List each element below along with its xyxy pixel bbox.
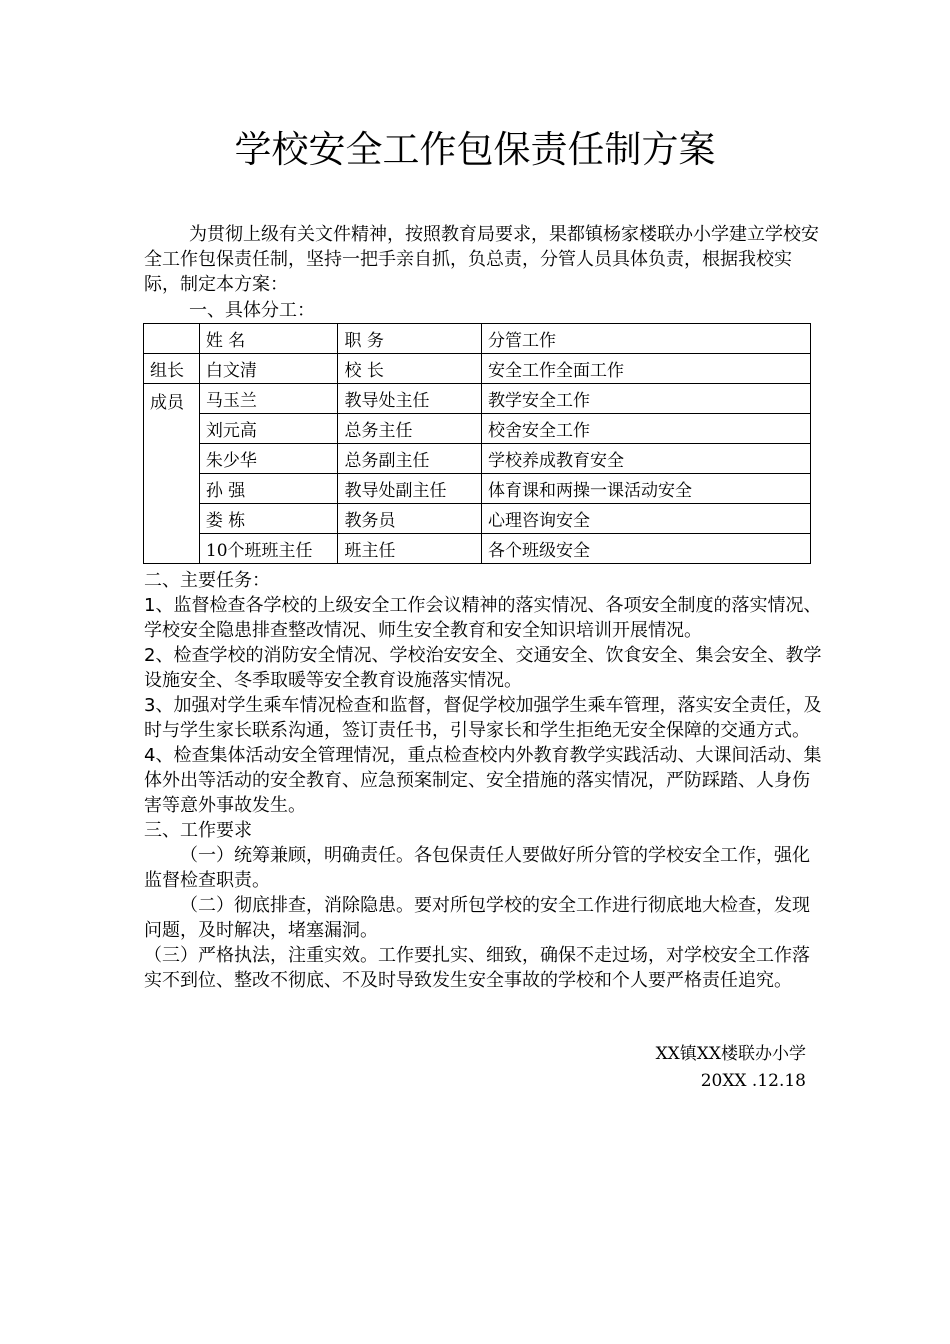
cell-name: 朱少华 (199, 444, 338, 474)
header-duty: 分管工作 (482, 324, 811, 354)
requirement-item: （三）严格执法，注重实效。工作要扎实、细致，确保不走过场，对学校安全工作落实不到位、整改不彻底、不及时导致发生安全事故的学校和个人要严格责任追究。 (144, 945, 810, 991)
header-position: 职 务 (338, 324, 482, 354)
table-row (144, 384, 811, 414)
cell-duty: 心理咨询安全 (482, 504, 811, 534)
table-row (144, 414, 811, 444)
requirement-item: （一）统筹兼顾，明确责任。各包保责任人要做好所分管的学校安全工作，强化监督检查职责。 (144, 845, 810, 891)
cell-name: 马玉兰 (199, 384, 338, 414)
cell-position: 教导处主任 (338, 384, 482, 414)
section-2-heading: 二、主要任务： (144, 570, 270, 591)
table-row (144, 504, 811, 534)
cell-name: 孙 强 (199, 474, 338, 504)
document-title: 学校安全工作包保责任制方案 (234, 128, 716, 171)
cell-duty: 教学安全工作 (482, 384, 811, 414)
table-row (144, 474, 811, 504)
role-leader: 组长 (144, 354, 200, 384)
cell-name: 白文清 (199, 354, 338, 384)
requirement-item: （二）彻底排查，消除隐患。要对所包学校的安全工作进行彻底地大检查，发现问题，及时解决，堵塞漏洞。 (144, 895, 810, 941)
cell-position: 总务副主任 (338, 444, 482, 474)
table-row (144, 354, 811, 384)
assignment-table (143, 323, 811, 564)
role-member: 成员 (144, 384, 200, 564)
header-name: 姓 名 (199, 324, 338, 354)
table-row (144, 534, 811, 564)
signature-date: 20XX .12.18 (700, 1071, 806, 1091)
cell-name: 刘元高 (199, 414, 338, 444)
task-item: 1、监督检查各学校的上级安全工作会议精神的落实情况、各项安全制度的落实情况、学校安全隐患排查整改情况、师生安全教育和安全知识培训开展情况。 (144, 595, 822, 641)
signature-organization: XX镇XX楼联办小学 (655, 1044, 806, 1064)
body-text (144, 568, 824, 993)
table-row (144, 444, 811, 474)
cell-duty: 校舍安全工作 (482, 414, 811, 444)
cell-position: 教务员 (338, 504, 482, 534)
section-3-heading: 三、工作要求 (144, 820, 252, 841)
cell-duty: 各个班级安全 (482, 534, 811, 564)
cell-name: 10个班班主任 (199, 534, 338, 564)
cell-position: 教导处副主任 (338, 474, 482, 504)
task-item: 4、检查集体活动安全管理情况，重点检查校内外教育教学实践活动、大课间活动、集体外出等活动的安全教育、应急预案制定、安全措施的落实情况，严防踩踏、人身伤害等意外事故发生。 (144, 745, 822, 816)
cell-duty: 学校养成教育安全 (482, 444, 811, 474)
intro-paragraph: 为贯彻上级有关文件精神，按照教育局要求，果都镇杨家楼联办小学建立学校安全工作包保责任制，坚持一把手亲自抓，负总责，分管人员具体负责，根据我校实际，制定本方案： (144, 224, 819, 295)
cell-duty: 体育课和两操一课活动安全 (482, 474, 811, 504)
cell-duty: 安全工作全面工作 (482, 354, 811, 384)
table-header-row (144, 324, 811, 354)
cell-position: 班主任 (338, 534, 482, 564)
cell-position: 校 长 (338, 354, 482, 384)
cell-position: 总务主任 (338, 414, 482, 444)
task-item: 2、检查学校的消防安全情况、学校治安安全、交通安全、饮食安全、集会安全、教学设施安全、冬季取暖等安全教育设施落实情况。 (144, 645, 822, 691)
section-1-heading: 一、具体分工： (189, 300, 315, 321)
task-item: 3、加强对学生乘车情况检查和监督，督促学校加强学生乘车管理，落实安全责任，及时与学生家长联系沟通，签订责任书，引导家长和学生拒绝无安全保障的交通方式。 (144, 695, 822, 741)
cell-name: 娄 栋 (199, 504, 338, 534)
header-role-cell (144, 324, 200, 354)
